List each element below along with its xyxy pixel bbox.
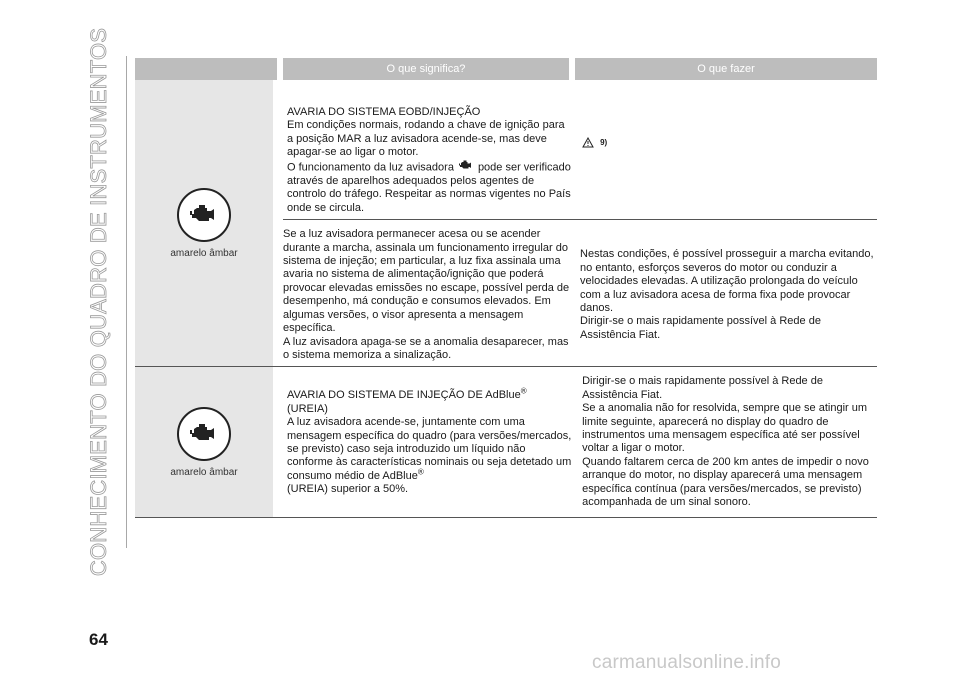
action-cell [572, 367, 877, 517]
meaning-text-part: O funcionamento da luz avisadora [287, 161, 454, 174]
meaning-text [287, 160, 572, 216]
action-text: Quando faltarem cerca de 200 km antes de impedir o novo arranque do motor, no display aparecerá uma mensagem específica contínua (para versões/mercados, se previsto) acompanhada de um sinal sonoro. [582, 455, 869, 508]
icon-cell [135, 80, 273, 366]
meaning-text: (UREIA) superior a 50%. [287, 483, 409, 496]
row-subsections [273, 80, 877, 366]
meaning-text-part: pode ser verificado através de aparelhos adequados pelos agentes de controlo do tráfego. Respeitar as normas vigentes no País onde se circula. [287, 161, 571, 214]
engine-check-icon [457, 160, 475, 175]
warning-ref-number: 9) [600, 138, 608, 147]
meaning-cell [273, 80, 572, 219]
meaning-text: A luz avisadora acende-se, juntamente com uma mensagem específica do quadro (para versões/mercados, se previsto) caso seja introduzido um líquido não conforme às características nominais ou seja detetado um consumo médio de AdBlue® [287, 416, 572, 482]
action-text: Dirigir-se o mais rapidamente possível à Rede de Assistência Fiat. [582, 375, 823, 401]
watermark: carmanualsonline.info [592, 652, 782, 673]
meaning-text: A luz avisadora apaga-se se a anomalia desaparecer, mas o sistema memoriza a sinalização. [283, 335, 569, 361]
subrow [273, 367, 877, 517]
table-row [135, 80, 877, 367]
table-row [135, 367, 877, 518]
warning-reference [582, 136, 607, 149]
meaning-cell [283, 220, 570, 366]
row-subsections [273, 367, 877, 517]
action-text: Nestas condições, é possível prosseguir a marcha evitando, no entanto, esforços severos do motor ou conduzir a velocidades elevadas. A utilização prolongada do veículo com a luz avisadora acesa de forma fixa pode provocar danos. [580, 248, 874, 314]
meaning-text: Se a luz avisadora permanecer acesa ou se acender durante a marcha, assinala um funcionamento irregular do sistema de injeção; em particular, a luz fixa assinala uma avaria no sistema de alimentação/ignição que poderá provocar elevadas emissões no escape, possível perda de desempenho, má condução e consumos elevados. Em algumas versões, o visor apresenta a mensagem específica. [283, 228, 570, 335]
icon-cell [135, 367, 273, 517]
header-meaning: O que significa? [283, 58, 569, 80]
action-cell [572, 80, 877, 219]
header-action: O que fazer [575, 58, 877, 80]
icon-color-label: amarelo âmbar [170, 247, 238, 259]
header-icon-column [135, 58, 277, 80]
table-header [135, 58, 877, 80]
meaning-title: AVARIA DO SISTEMA EOBD/INJEÇÃO [287, 106, 481, 118]
engine-check-icon [177, 407, 231, 461]
meaning-title: AVARIA DO SISTEMA DE INJEÇÃO DE AdBlue® [287, 386, 527, 402]
subrow [273, 80, 877, 219]
action-cell [570, 220, 877, 366]
meaning-text: Em condições normais, rodando a chave de ignição para a posição MAR a luz avisadora acende-se, mas deve apagar-se ao ligar o motor. [287, 119, 565, 159]
icon-color-label: amarelo âmbar [170, 466, 238, 478]
margin-rule [126, 56, 127, 548]
action-text: Se a anomalia não for resolvida, sempre que se atingir um limite seguinte, aparecerá no display do quadro de instrumentos uma mensagem específica até ser possível voltar a ligar o motor. [582, 402, 868, 455]
page-number: 64 [89, 630, 108, 649]
side-section-title: CONHECIMENTO DO QUADRO DE INSTRUMENTOS [86, 27, 112, 577]
engine-check-icon [177, 188, 231, 242]
meaning-cell [273, 367, 572, 517]
warning-triangle-icon [582, 137, 594, 148]
action-text: Dirigir-se o mais rapidamente possível à Rede de Assistência Fiat. [580, 315, 821, 341]
meaning-title-suffix: (UREIA) [287, 402, 328, 415]
subrow [283, 219, 877, 366]
warning-lights-table [135, 58, 877, 518]
